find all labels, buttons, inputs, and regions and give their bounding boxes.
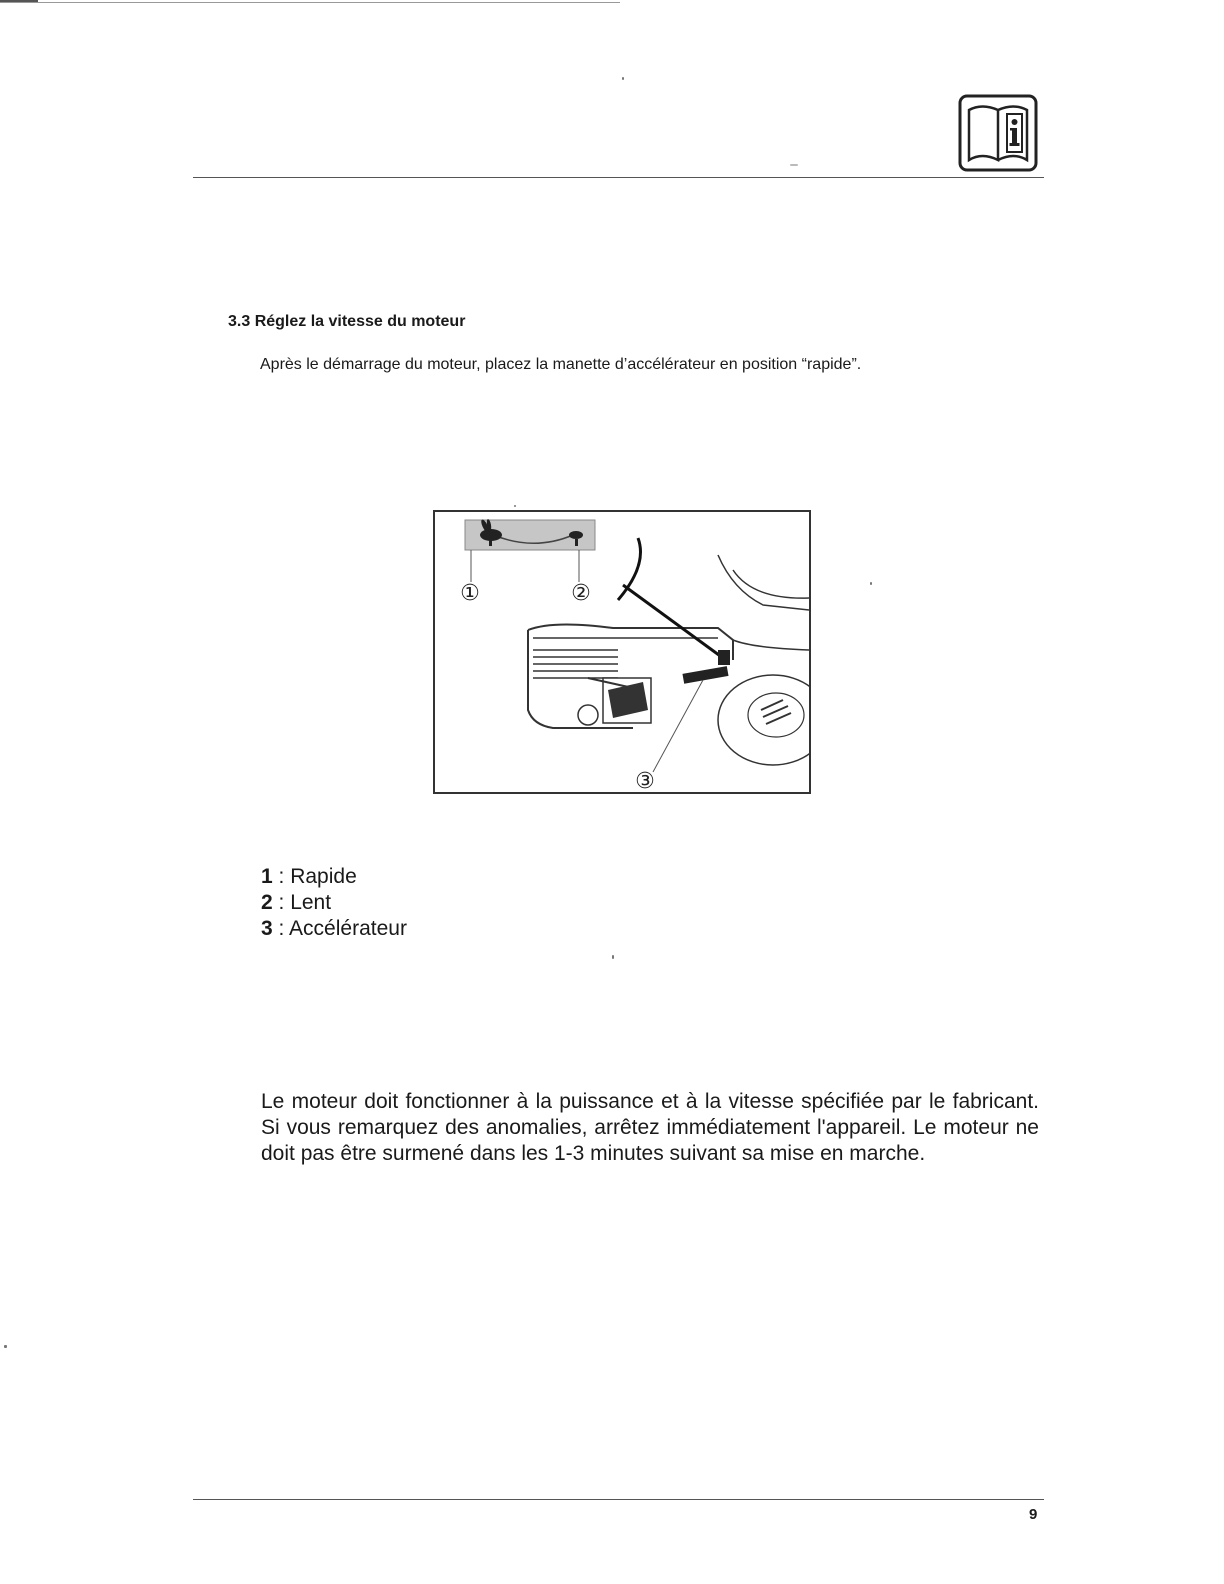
body-paragraph: Le moteur doit fonctionner à la puissance et à la vitesse spécifiée par le fabricant. Si vous remarquez des anomalies, arrêtez immédiatement l'appareil. Le moteur ne doit pas être surmené dans les 1-3 minutes suivant sa mise en marche. bbox=[261, 1090, 1039, 1165]
legend-number: 2 bbox=[261, 891, 273, 914]
figure-marker-2: ② bbox=[571, 581, 591, 606]
scan-speck bbox=[870, 582, 872, 585]
scan-speck bbox=[622, 77, 624, 80]
scan-speck bbox=[790, 164, 798, 166]
scan-edge-line bbox=[0, 2, 620, 3]
intro-text: Après le démarrage du moteur, placez la manette d’accélérateur en position “rapide”. bbox=[260, 356, 862, 373]
scan-speck bbox=[4, 1345, 7, 1348]
figure-marker-1: ① bbox=[460, 581, 480, 606]
legend-label: Rapide bbox=[290, 865, 357, 888]
page-number: 9 bbox=[1029, 1506, 1038, 1523]
legend-number: 3 bbox=[261, 917, 273, 940]
legend bbox=[261, 864, 407, 942]
header-rule bbox=[193, 177, 1044, 178]
legend-label: Accélérateur bbox=[289, 917, 407, 940]
legend-separator: : bbox=[272, 865, 291, 888]
legend-item bbox=[261, 864, 407, 890]
figure-marker-3: ③ bbox=[635, 769, 655, 794]
legend-separator: : bbox=[272, 891, 291, 914]
manual-info-icon bbox=[958, 94, 1038, 172]
section-title: 3.3 Réglez la vitesse du moteur bbox=[228, 313, 466, 330]
legend-item bbox=[261, 916, 407, 942]
footer-rule bbox=[193, 1499, 1044, 1500]
legend-label: Lent bbox=[290, 891, 332, 914]
throttle-figure bbox=[433, 510, 811, 794]
scan-speck bbox=[612, 955, 614, 959]
legend-item bbox=[261, 890, 407, 916]
legend-separator: : bbox=[272, 917, 290, 940]
scan-speck bbox=[514, 505, 516, 507]
legend-number: 1 bbox=[261, 865, 273, 888]
